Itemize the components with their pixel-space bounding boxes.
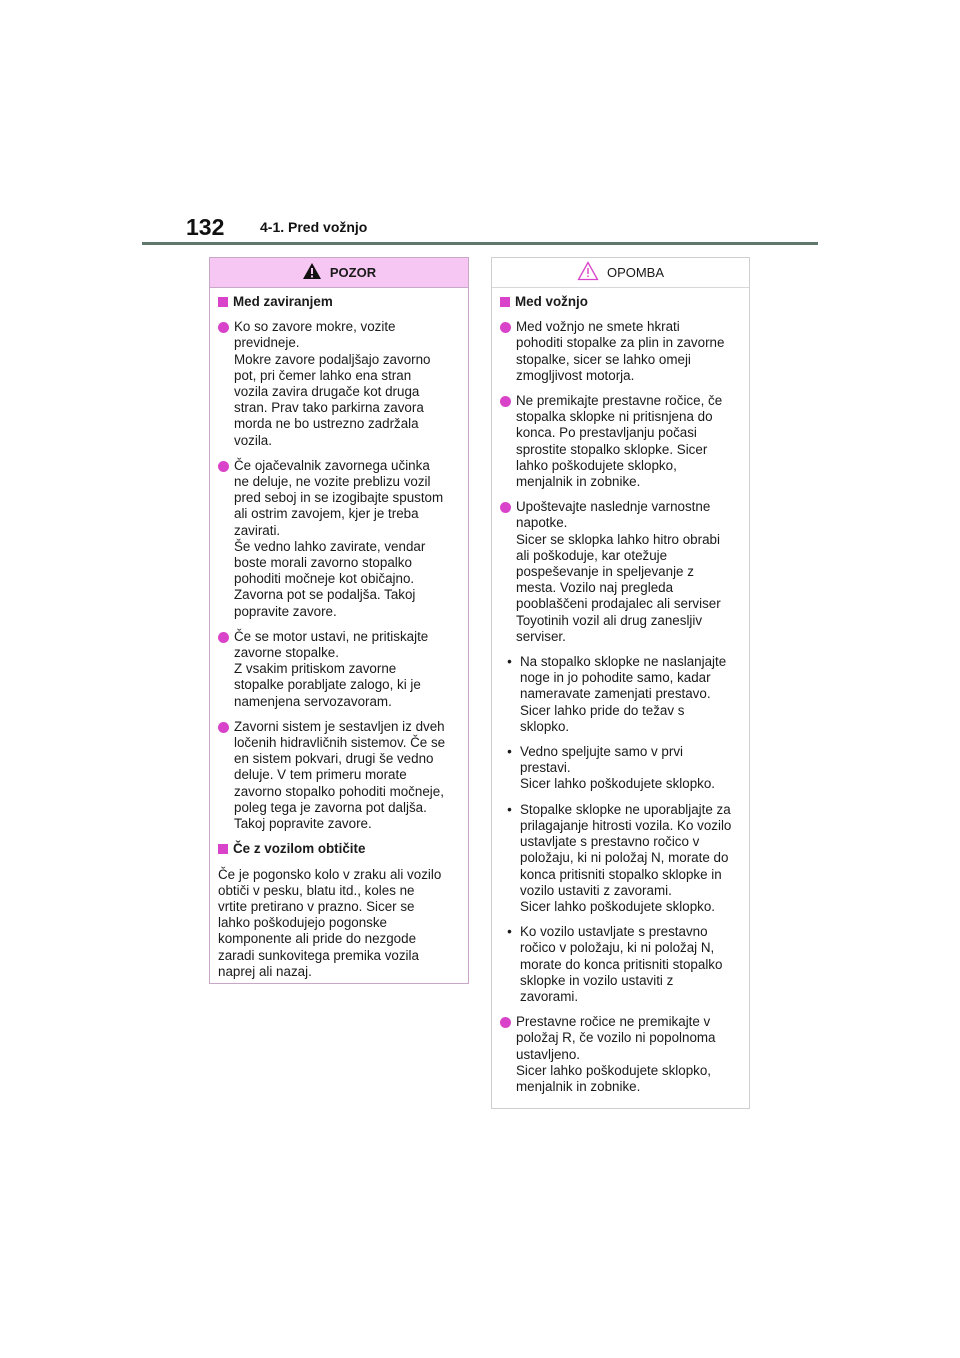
bullet-item (500, 393, 741, 490)
text-line: Če z vozilom obtičite (233, 841, 366, 857)
text-line: Mokre zavore podaljšajo zavorno (234, 351, 431, 367)
text-line: ustavljate s prestavno ročico v (520, 834, 700, 850)
notice-box-header (492, 258, 749, 288)
circle-bullet-icon (500, 1017, 511, 1028)
warning-box-title: POZOR (329, 265, 377, 280)
text-line: pred seboj in se izogibajte spustom (234, 490, 444, 506)
dot-bullet-marker: • (507, 801, 512, 817)
text-line: mesta. Vozilo naj pregleda (516, 580, 674, 596)
text-line: stopalke porabljate zalogo, ki je (234, 677, 421, 693)
bullet-item (500, 1014, 741, 1095)
text-line: pohoditi močneje kot običajno. (234, 571, 415, 587)
text-line: Upoštevajte naslednje varnostne (516, 499, 711, 515)
text-line: Vedno speljujte samo v prvi (520, 744, 684, 760)
text-line: menjalnik in zobnike. (516, 1078, 641, 1094)
text-line: popravite zavore. (234, 603, 337, 619)
text-line: poleg tega je zavorna pot daljša. (234, 799, 427, 815)
text-line: morda ne bo ustrezno zadržala (234, 416, 419, 432)
text-line: Če je pogonsko kolo v zraku ali vozilo (218, 866, 442, 882)
square-bullet-icon (500, 297, 510, 307)
sub-bullet-item (500, 924, 741, 1005)
text-line: ročico v položaju, ki ni položaj N, (520, 940, 715, 956)
text-line: zavorno stopalko pohoditi močneje, (234, 783, 444, 799)
item-text (520, 654, 741, 735)
text-line: nameravate zamenjati prestavo. (520, 686, 711, 702)
bullet-item (218, 629, 460, 710)
text-line: zavirati. (234, 522, 281, 538)
section-heading (218, 294, 460, 310)
text-line: deluje. V tem primeru morate (234, 767, 407, 783)
text-line: Stopalke sklopke ne uporabljajte za (520, 801, 731, 817)
text-line: Če se motor ustavi, ne pritiskajte (234, 628, 429, 644)
text-line: obtiči v pesku, blatu itd., koles ne (218, 882, 415, 898)
warning-box (209, 257, 469, 984)
text-line: Ko so zavore mokre, vozite (234, 319, 396, 335)
text-line: boste morali zavorno stopalko (234, 555, 412, 571)
text-line: zaradi sunkovitega premika vozila (218, 947, 419, 963)
warning-box-body (210, 288, 468, 980)
text-line: Med vožnjo ne smete hkrati (516, 319, 680, 335)
item-text (516, 393, 741, 490)
text-line: Sicer lahko poškodujete sklopko, (516, 1062, 712, 1078)
text-line: ustavljeno. (516, 1046, 581, 1062)
bullet-item (218, 719, 460, 832)
text-line: vozilo ustaviti z zavorami. (520, 882, 672, 898)
square-bullet-icon (218, 297, 228, 307)
sub-bullet-item (500, 654, 741, 735)
circle-bullet-icon (500, 396, 511, 407)
sub-bullet-item (500, 744, 741, 793)
text-line: Če ojačevalnik zavornega učinka (234, 457, 430, 473)
item-text (234, 719, 460, 832)
text-line: sprostite stopalko sklopke. Sicer (516, 441, 708, 457)
circle-bullet-icon (218, 722, 229, 733)
text-line: položaju, ki ni položaj N, morate do (520, 850, 729, 866)
circle-bullet-icon (218, 632, 229, 643)
notice-box (491, 257, 750, 1109)
text-line: Toyotinih vozil ali drug zanesljiv (516, 612, 703, 628)
text-line: položaj R, če vozilo ni popolnoma (516, 1030, 716, 1046)
text-line: stopalka sklopke ni pritisnjena do (516, 409, 713, 425)
text-line: Sicer lahko pride do težav s (520, 702, 685, 718)
item-text (515, 294, 741, 310)
text-line: Takoj popravite zavore. (234, 816, 372, 832)
text-line: naprej ali nazaj. (218, 963, 312, 979)
text-line: Prestavne ročice ne premikajte v (516, 1014, 711, 1030)
circle-bullet-icon (218, 461, 229, 472)
text-line: Zavorna pot se podaljša. Takoj (234, 587, 416, 603)
bullet-item (218, 458, 460, 620)
text-line: Zavorni sistem je sestavljen iz dveh (234, 718, 445, 734)
text-line: serviser. (516, 628, 566, 644)
page-number: 132 (186, 214, 225, 240)
bullet-item (218, 319, 460, 449)
item-text (516, 499, 741, 645)
square-bullet-icon (218, 844, 228, 854)
text-line: lahko poškodujete sklopko, (516, 457, 677, 473)
section-title: 4-1. Pred vožnjo (260, 219, 368, 235)
text-line: vozila zavira drugače kot druga (234, 384, 420, 400)
item-text (520, 802, 741, 915)
text-line: konca pritisniti stopalko sklopke in (520, 866, 722, 882)
dot-bullet-marker: • (507, 744, 512, 760)
text-line: vrtite pretirano v prazno. Sicer se (218, 898, 415, 914)
notice-box-title: OPOMBA (606, 265, 665, 280)
item-text (520, 744, 741, 793)
text-line: ali ostrim zavojem, kjer je treba (234, 506, 419, 522)
text-line: prilagajanje hitrosti vozila. Ko vozilo (520, 817, 732, 833)
text-line: prestavi. (520, 760, 571, 776)
text-line: previdneje. (234, 335, 300, 351)
text-line: ločenih hidravličnih sistemov. Če se (234, 735, 446, 751)
item-text (234, 319, 460, 449)
text-line: sklopko. (520, 718, 570, 734)
text-line: pooblaščeni prodajalec ali serviser (516, 596, 721, 612)
item-text (233, 294, 460, 310)
text-line: zavorne stopalke. (234, 645, 339, 661)
text-line: morate do konca pritisniti stopalko (520, 956, 723, 972)
dot-bullet-marker: • (507, 654, 512, 670)
circle-bullet-icon (500, 502, 511, 513)
text-line: ali poškoduje, kar otežuje (516, 547, 668, 563)
text-line: lahko poškodujejo pogonske (218, 915, 387, 931)
notice-box-body (492, 288, 749, 1095)
text-line: Med zaviranjem (233, 294, 333, 309)
text-line: pospeševanje in speljevanje z (516, 564, 694, 580)
section-heading (500, 294, 741, 310)
text-line: Ne premikajte prestavne ročice, če (516, 393, 723, 409)
text-line: stopalke, sicer se lahko omeji (516, 351, 691, 367)
text-line: en sistem pokvari, drugi še vedno (234, 751, 434, 767)
text-line: noge in jo pohodite samo, kadar (520, 670, 711, 686)
text-line: zavorami. (520, 988, 579, 1004)
text-line: menjalnik in zobnike. (516, 474, 641, 490)
item-text (516, 1014, 741, 1095)
text-line: Sicer lahko poškodujete sklopko. (520, 776, 716, 792)
text-line: Med vožnjo (515, 294, 588, 309)
text-line: ne deluje, ne vozite preblizu vozil (234, 474, 431, 490)
item-text (233, 841, 460, 857)
text-line: pot, pri čemer lahko ena stran (234, 367, 412, 383)
warning-triangle-outline-icon (577, 261, 599, 284)
item-text (234, 629, 460, 710)
text-line: komponente ali pride do nezgode (218, 931, 417, 947)
text-line: napotke. (516, 515, 568, 531)
text-line: Sicer lahko poškodujete sklopko. (520, 898, 716, 914)
section-heading (218, 841, 460, 857)
item-text (234, 458, 460, 620)
text-line: stran. Prav tako parkirna zavora (234, 400, 424, 416)
text-line: konca. Po prestavljanju počasi (516, 425, 697, 441)
text-line: Na stopalko sklopke ne naslanjajte (520, 654, 727, 670)
paragraph (218, 867, 460, 980)
text-line: Sicer se sklopka lahko hitro obrabi (516, 531, 720, 547)
warning-box-header (210, 258, 468, 288)
header-divider (142, 242, 818, 245)
circle-bullet-icon (218, 322, 229, 333)
bullet-item (500, 499, 741, 645)
text-line: pohoditi stopalke za plin in zavorne (516, 335, 725, 351)
text-line: zmogljivost motorja. (516, 367, 635, 383)
text-line: Z vsakim pritiskom zavorne (234, 661, 397, 677)
text-line: vozila. (234, 432, 272, 448)
text-line: Ko vozilo ustavljate s prestavno (520, 924, 708, 940)
dot-bullet-marker: • (507, 924, 512, 940)
item-text (218, 867, 460, 980)
sub-bullet-item (500, 802, 741, 915)
text-line: sklopke in vozilo ustaviti z (520, 972, 674, 988)
bullet-item (500, 319, 741, 384)
circle-bullet-icon (500, 322, 511, 333)
item-text (516, 319, 741, 384)
text-line: Še vedno lahko zavirate, vendar (234, 538, 426, 554)
item-text (520, 924, 741, 1005)
text-line: namenjena servozavoram. (234, 693, 392, 709)
warning-triangle-icon (302, 262, 322, 283)
